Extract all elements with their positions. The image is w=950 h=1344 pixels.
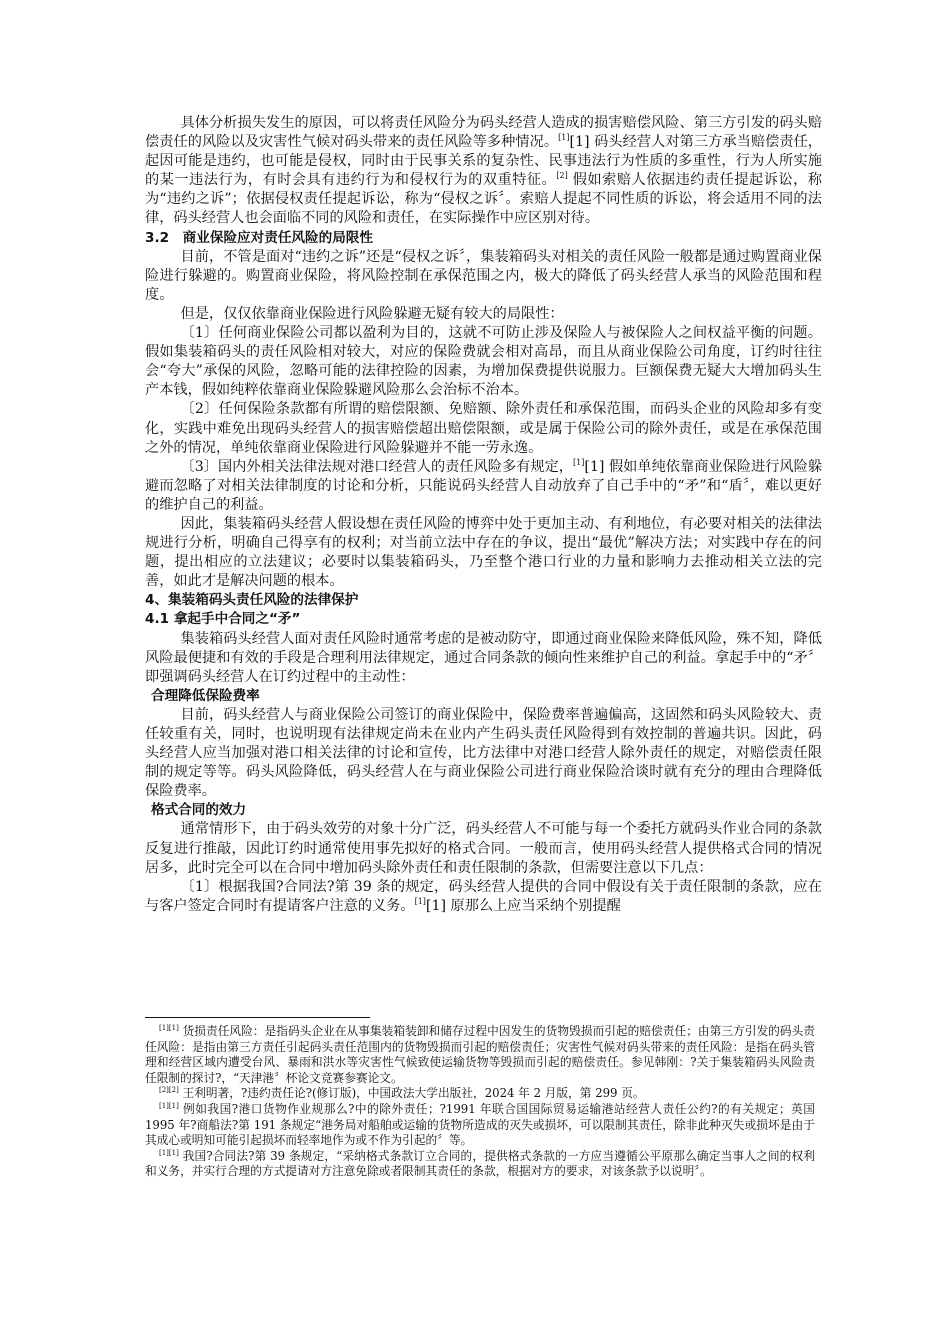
- paragraph: 目前，码头经营人与商业保险公司签订的商业保险中，保险费率普遍偏高，这固然和码头风险较大、责任较重有关，同时，也说明现有法律规定尚未在业内产生码头责任风险得到有效控制的普遍共识。因此，码头经营人应当加强对港口相关法律的讨论和宣传，比方法律中对港口经营人除外责任的规定，对赔偿责任限制的规定等等。码头风险降低，码头经营人在与商业保险公司进行商业保险洽谈时就有充分的理由合理降低保险费率。: [145, 706, 822, 800]
- list-item: 〔1〕任何商业保险公司都以盈利为目的，这就不可防止涉及保险人与被保险人之间权益平衡的问题。假如集装箱码头的责任风险相对较大，对应的保险费就会相对高昂，而且从商业保险公司角度，订约时往往会“夸大”承保的风险，忽略可能的法律控险的因素，为增加保费提供说服力。巨额保费无疑大大增加码头生产本钱，假如纯粹依靠商业保险躲避风险那么会治标不治本。: [145, 325, 822, 399]
- paragraph: 目前，不管是面对“违约之诉”还是“侵权之诉〞，集装箱码头对相关的责任风险一般都是通过购置商业保险进行躲避的。购置商业保险，将风险控制在承保范围之内，极大的降低了码头经营人承当的风险范围和程度。: [145, 248, 822, 303]
- footnote-mark: [1][1]: [159, 1148, 179, 1157]
- section-heading-3-2: 3.2 商业保险应对责任风险的局限性: [145, 229, 373, 246]
- footnote: [1][1] 例如我国?港口货物作业规那么?中的除外责任；?1991 年联合国国际贸易运输港站经营人责任公约?的有关规定；英国 1995 年?商船法?第 191 条规定“港务局对船舶或运输的货物所造成的灭失或损坏，可以限制其责任，除非此种灭失或损坏是由于其成心或明知可能引起损坏而轻率地作为或不作为引起的〞等。: [145, 1101, 815, 1148]
- footnote: [1][1] 货损责任风险：是指码头企业在从事集装箱装卸和储存过程中因发生的货物毁损而引起的赔偿责任；由第三方引发的码头责任风险：是指由第三方责任引起码头责任范围内的货物毁损而引起的赔偿责任；灾害性气候对码头带来的责任风险：是指在码头管理和经营区域内遭受台风、暴雨和洪水等灾害性气候致使运输货物等毁损而引起的赔偿责任。参见韩刚：?关于集装箱码头风险责任限制的探讨?，“天津港〞杯论文竞赛参赛论文。: [145, 1024, 815, 1085]
- list-item: 〔3〕国内外相关法律法规对港口经营人的责任风险多有规定，[1][1] 假如单纯依靠商业保险进行风险躲避而忽略了对相关法律制度的讨论和分析，只能说码头经营人自动放弃了自己手中的“矛”和“盾〞，难以更好的维护自己的利益。: [145, 457, 823, 513]
- footnote-mark: [1][1]: [159, 1024, 179, 1032]
- footnote-ref[interactable]: [1]: [573, 457, 585, 467]
- footnote-mark: [2][2]: [159, 1086, 179, 1095]
- subheading-insurance-rate: 合理降低保险费率: [151, 687, 260, 704]
- section-heading-4-1: 4.1 拿起手中合同之“矛”: [145, 611, 301, 628]
- list-item: 〔1〕根据我国?合同法?第 39 条的规定，码头经营人提供的合同中假设有关于责任限制的条款，应在与客户签定合同时有提请客户注意的义务。[1][1] 原那么上应当采纳个别提醒: [145, 878, 822, 914]
- section-heading-4: 4、集装箱码头责任风险的法律保护: [145, 592, 359, 609]
- list-item: 〔2〕任何保险条款都有所谓的赔偿限额、免赔额、除外责任和承保范围，而码头企业的风险却多有变化，实践中难免出现码头经营人的损害赔偿超出赔偿限额，或是属于保险公司的除外责任，或是在承保范围之外的情况，单纯依靠商业保险进行风险躲避并不能一劳永逸。: [145, 401, 822, 456]
- paragraph: 因此，集装箱码头经营人假设想在责任风险的博弈中处于更加主动、有利地位，有必要对相关的法律法规进行分析，明确自己得享有的权利；对当前立法中存在的争议，提出“最优”解决方法；对实践中存在的问题，提出相应的立法建议；必要时以集装箱码头，乃至整个港口行业的力量和影响力去推动相关立法的完善，如此才是解决问题的根本。: [145, 515, 822, 590]
- document-body: [145, 114, 822, 916]
- paragraph: 通常情形下，由于码头效劳的对象十分广泛，码头经营人不可能与每一个委托方就码头作业合同的条款反复进行推敲，因此订约时通常使用事先拟好的格式合同。一般而言，使用码头经营人提供格式合同的情况居多，此时完全可以在合同中增加码头除外责任和责任限制的条款，但需要注意以下几点：: [145, 821, 822, 876]
- footnote-ref[interactable]: [2]: [556, 171, 568, 181]
- footnote-ref[interactable]: [1]: [414, 896, 426, 906]
- footnote-ref[interactable]: [1]: [558, 133, 570, 143]
- paragraph-loss-causes: 具体分析损失发生的原因，可以将责任风险分为码头经营人造成的损害赔偿风险、第三方引发的码头赔偿责任的风险以及灾害性气候对码头带来的责任风险等多种情况。[1][1] 码头经营人对第三方承当赔偿责任，起因可能是违约，也可能是侵权，同时由于民事关系的复杂性、民事违法行为性质的多重性，行为人所实施的某一违法行为，有时会具有违约行为和侵权行为的双重特征。[2] 假如索赔人依据违约责任提起诉讼，称为“违约之诉”；依据侵权责任提起诉讼，称为“侵权之诉〞。索赔人提起不同性质的诉讼，将会适用不同的法律，码头经营人也会面临不同的风险和责任，在实际操作中应区别对待。: [145, 115, 822, 227]
- footnote-separator: [145, 1017, 370, 1018]
- paragraph: 集装箱码头经营人面对责任风险时通常考虑的是被动防守，即通过商业保险来降低风险，殊不知，降低风险最便捷和有效的手段是合理利用法律规定，通过合同条款的倾向性来维护自己的利益。拿起手中的“矛〞即强调码头经营人在订约过程中的主动性：: [145, 630, 822, 685]
- footnote: [1][1] 我国?合同法?第 39 条规定，“采纳格式条款订立合同的，提供格式条款的一方应当遵循公平原那么确定当事人之间的权利和义务，并实行合理的方式提请对方注意免除或者限制其责任的条款，根据对方的要求，对该条款予以说明〞。: [145, 1148, 815, 1179]
- paragraph: 但是，仅仅依靠商业保险进行风险躲避无疑有较大的局限性：: [180, 305, 564, 322]
- footnote-mark: [1][1]: [159, 1101, 179, 1110]
- footnote: [2][2] 王利明著，?违约责任论?(修订版)，中国政法大学出版社，2024 年 2 月版，第 299 页。: [159, 1086, 645, 1101]
- subheading-standard-contract: 格式合同的效力: [151, 802, 247, 819]
- footnotes: [145, 1024, 815, 1180]
